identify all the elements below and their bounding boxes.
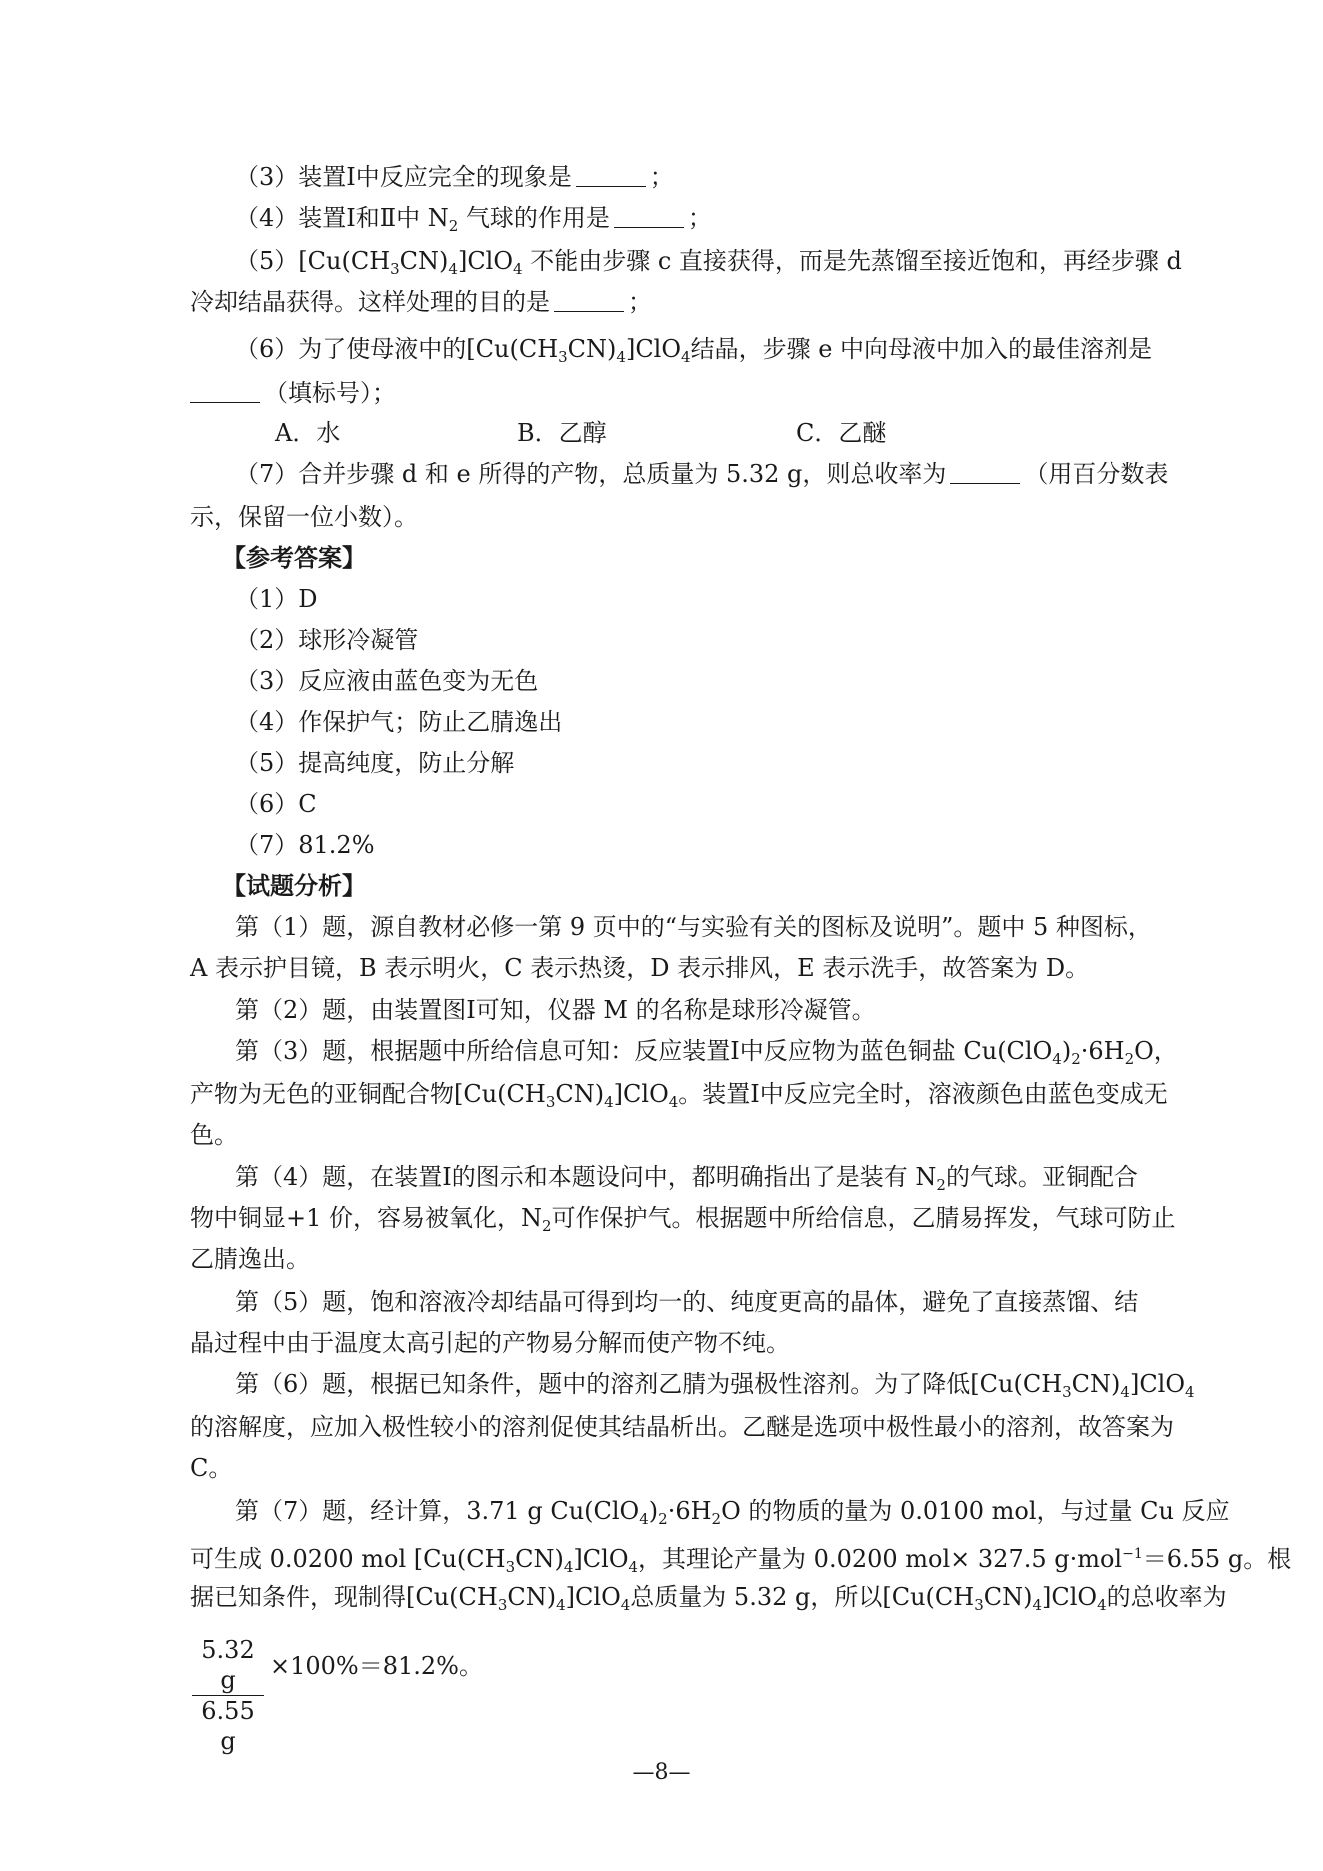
fraction-numerator: 5.32 g (201, 1636, 255, 1694)
analysis-paragraph-7-line-3: 据已知条件，现制得$[Cu(CH_3CN)_4]ClO_4$总质量为 5.32 g，所以$[Cu(CH_3CN)_4]ClO_4$的总收率为 (190, 1583, 1227, 1614)
formula-complex: $[Cu(CH_3CN)_4]ClO_4$ (466, 335, 691, 366)
yield-result: ×100%＝81.2%。 (270, 1652, 483, 1680)
yield-fraction (192, 1635, 264, 1756)
answer-item: （2）球形冷凝管 (235, 626, 419, 654)
analysis-paragraph-5-line-2: 晶过程中由于温度太高引起的产物易分解而使产物不纯。 (190, 1329, 790, 1357)
answer-item: （7）81.2% (235, 831, 375, 859)
analysis-paragraph-3-line-2: 产物为无色的亚铜配合物$[Cu(CH_3CN)_4]ClO_4$。装置Ⅰ中反应完全时，溶液颜色由蓝色变成无 (190, 1080, 1168, 1111)
answer-heading: 【参考答案】 (222, 543, 366, 572)
analysis-paragraph-3: 第（3）题，根据题中所给信息可知：反应装置Ⅰ中反应物为蓝色铜盐 $Cu(ClO_4)_2\cdot 6H_2O$， (235, 1037, 1178, 1068)
analysis-paragraph-6-line-2: 的溶解度，应加入极性较小的溶剂促使其结晶析出。乙醚是选项中极性最小的溶剂，故答案为 (190, 1413, 1174, 1441)
fraction-denominator: 6.55 g (201, 1697, 255, 1755)
analysis-paragraph-1-line-2: A 表示护目镜，B 表示明火，C 表示热烫，D 表示排风，E 表示洗手，故答案为 D。 (190, 954, 1090, 982)
answer-blank (614, 203, 684, 228)
formula-complex: $[Cu(CH_3CN)_4]ClO_4$ (406, 1583, 631, 1614)
analysis-heading: 【试题分析】 (222, 871, 366, 900)
formula-complex: $[Cu(CH_3CN)_4]ClO_4$ (413, 1545, 639, 1576)
analysis-paragraph-4-line-3: 乙腈逸出。 (190, 1245, 310, 1273)
question-3: （3）装置Ⅰ中反应完全的现象是 ； (235, 163, 674, 191)
formula-complex: $[Cu(CH_3CN)_4]ClO_4$ (298, 247, 523, 278)
answer-blank (190, 378, 260, 403)
analysis-paragraph-4-line-2: 物中铜显+1 价，容易被氧化，$N_2$可作保护气。根据题中所给信息，乙腈易挥发，气球可防止 (190, 1204, 1176, 1235)
option-c: C．乙醚 (796, 419, 887, 447)
analysis-paragraph-6-line-3: C。 (190, 1454, 233, 1482)
analysis-paragraph-7-line-2: 可生成 0.0200 mol $[Cu(CH_3CN)_4]ClO_4$，其理论产量为 0.0200 mol× 327.5 g·mol$^{-1}$＝6.55 g。根 (190, 1545, 1292, 1576)
question-5-line-2: 冷却结晶获得。这样处理的目的是 ； (190, 288, 652, 316)
analysis-paragraph-3-line-3: 色。 (190, 1121, 238, 1149)
analysis-paragraph-6: 第（6）题，根据已知条件，题中的溶剂乙腈为强极性溶剂。为了降低$[Cu(CH_3CN)_4]ClO_4$ (235, 1370, 1195, 1401)
answer-blank (576, 162, 646, 187)
question-4: （4）装置Ⅰ和Ⅱ中 $N_2$ 气球的作用是 ； (235, 204, 712, 235)
answer-blank (554, 287, 624, 312)
answer-item: （4）作保护气；防止乙腈逸出 (235, 708, 563, 736)
analysis-paragraph-4: 第（4）题，在装置Ⅰ的图示和本题设问中，都明确指出了是装有 $N_2$的气球。亚铜配合 (235, 1163, 1138, 1194)
option-b: B．乙醇 (517, 419, 607, 447)
answer-item: （6）C (235, 790, 317, 818)
formula-complex: $[Cu(CH_3CN)_4]ClO_4$ (882, 1583, 1107, 1614)
page-number: —8— (632, 1760, 691, 1785)
analysis-paragraph-5: 第（5）题，饱和溶液冷却结晶可得到均一的、纯度更高的晶体，避免了直接蒸馏、结 (235, 1288, 1139, 1316)
question-6-line-2: （填标号）； (190, 373, 1140, 413)
analysis-paragraph-1: 第（1）题，源自教材必修一第 9 页中的“与实验有关的图标及说明”。题中 5 种图标， (235, 913, 1152, 941)
question-7: （7）合并步骤 d 和 e 所得的产物，总质量为 5.32 g，则总收率为 （用百分数表 (235, 460, 1169, 488)
analysis-paragraph-7: 第（7）题，经计算，3.71 g $Cu(ClO_4)_2\cdot 6H_2O$ 的物质的量为 0.0100 mol，与过量 Cu 反应 (235, 1497, 1230, 1528)
answer-item: （5）提高纯度，防止分解 (235, 749, 515, 777)
question-5: $(5)[Cu(CH_3CN)_4]ClO_4$ 不能由步骤 c 直接获得，而是先蒸馏至接近饱和，再经步骤 d (235, 247, 1182, 278)
option-a: A．水 (275, 419, 341, 447)
answer-item: （3）反应液由蓝色变为无色 (235, 667, 539, 695)
formula-complex: $[Cu(CH_3CN)_4]ClO_4$ (970, 1370, 1195, 1401)
question-6: （6）为了使母液中的$[Cu(CH_3CN)_4]ClO_4$结晶，步骤 e 中向母液中加入的最佳溶剂是 (235, 335, 1153, 366)
question-6-options (275, 413, 1225, 453)
formula-complex: $[Cu(CH_3CN)_4]ClO_4$ (454, 1080, 679, 1111)
answer-blank (950, 459, 1020, 484)
analysis-paragraph-2: 第（2）题，由装置图Ⅰ可知，仪器 M 的名称是球形冷凝管。 (235, 996, 876, 1024)
question-7-line-2: 示，保留一位小数）。 (190, 503, 418, 531)
answer-item: （1）D (235, 585, 318, 613)
